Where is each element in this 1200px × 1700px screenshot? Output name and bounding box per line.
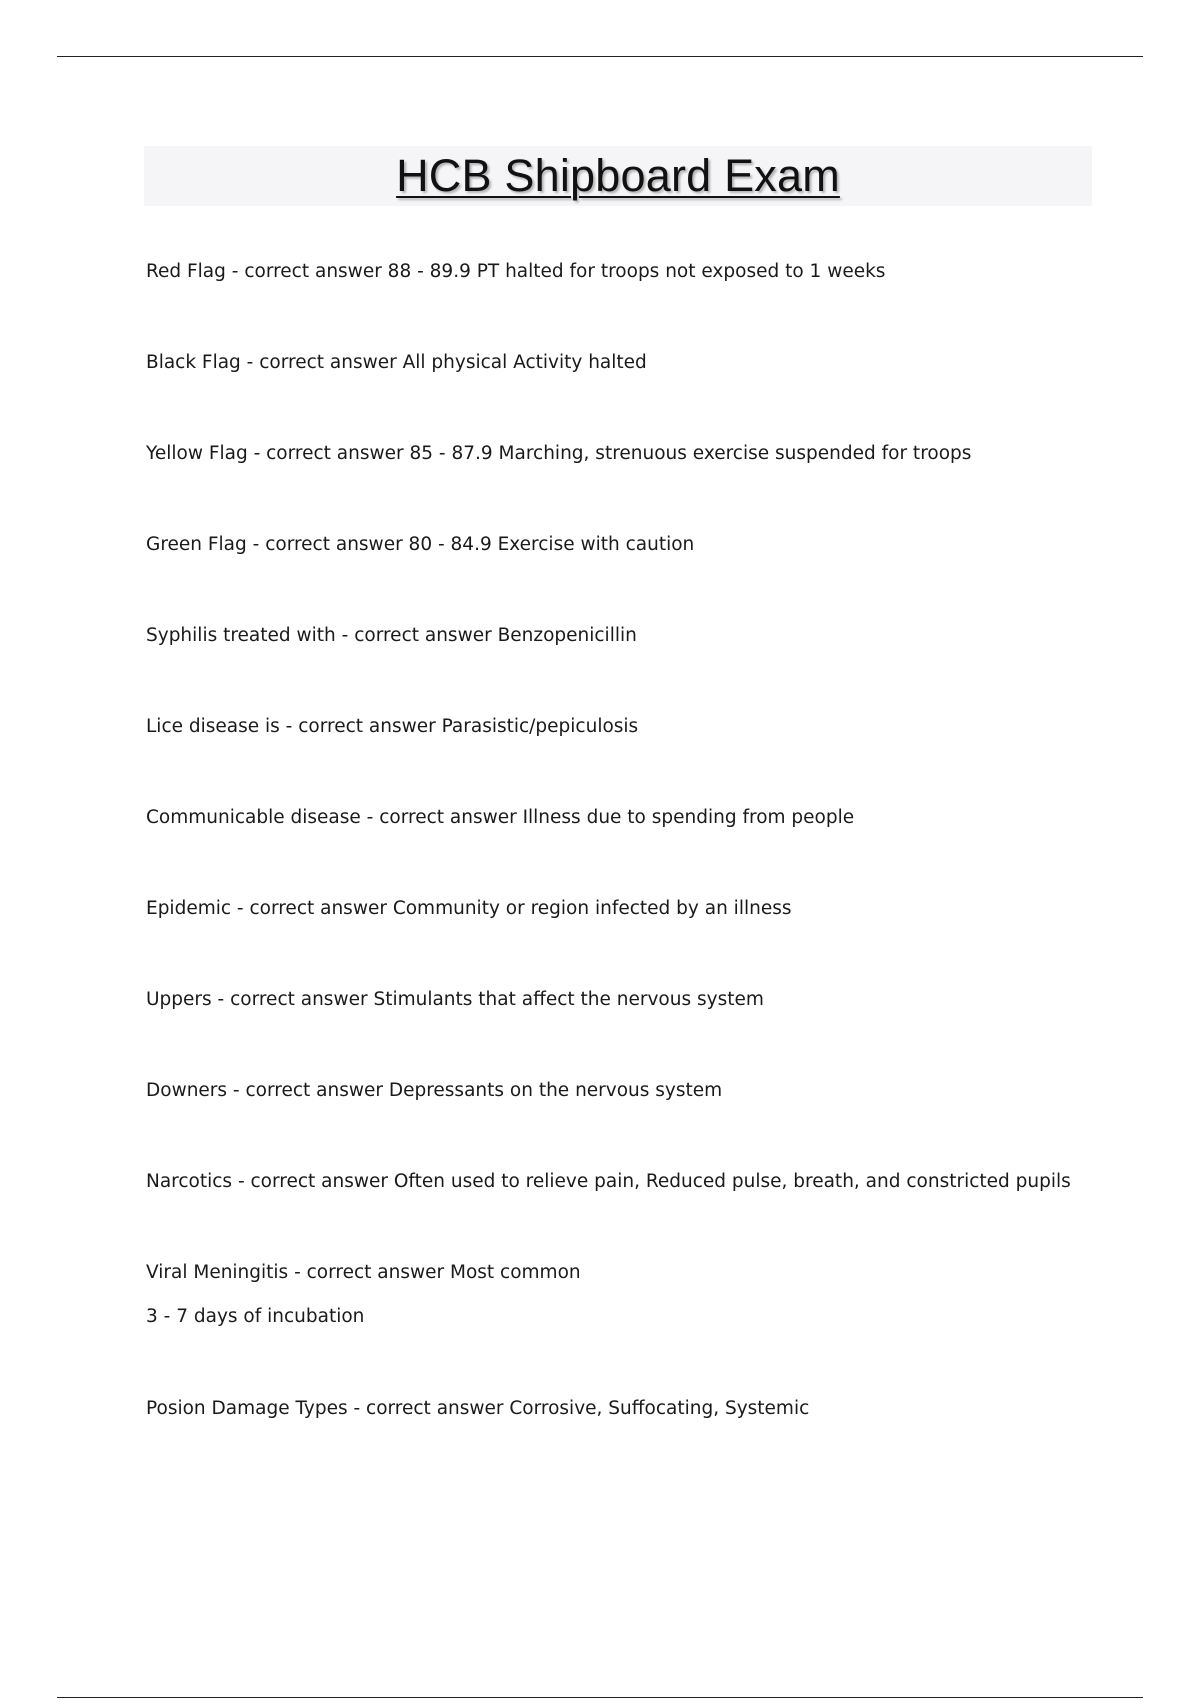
qa-entry	[146, 1251, 1106, 1339]
qa-entry-text: Downers - correct answer Depressants on the nervous system	[146, 1080, 723, 1101]
qa-entry	[146, 614, 1106, 658]
qa-entry-text: Viral Meningitis - correct answer Most common	[146, 1262, 581, 1283]
qa-entry-text: Red Flag - correct answer 88 - 89.9 PT halted for troops not exposed to 1 weeks	[146, 261, 886, 282]
qa-entry	[146, 1160, 1106, 1204]
document-title: HCB Shipboard Exam	[396, 150, 840, 201]
qa-entry-text: Lice disease is - correct answer Parasistic/pepiculosis	[146, 716, 639, 737]
qa-entry-text: Uppers - correct answer Stimulants that affect the nervous system	[146, 989, 764, 1010]
qa-entry	[146, 978, 1106, 1022]
qa-entry	[146, 432, 1106, 476]
qa-entry	[146, 705, 1106, 749]
qa-entry	[146, 887, 1106, 931]
qa-entry	[146, 1069, 1106, 1113]
bottom-divider	[57, 1697, 1143, 1698]
qa-entry-text: Syphilis treated with - correct answer Benzopenicillin	[146, 625, 637, 646]
qa-entry	[146, 250, 1106, 294]
qa-entry	[146, 796, 1106, 840]
qa-entry	[146, 1387, 1106, 1431]
qa-entry-text: Epidemic - correct answer Community or region infected by an illness	[146, 898, 792, 919]
qa-entry-text: Yellow Flag - correct answer 85 - 87.9 Marching, strenuous exercise suspended for troops	[146, 443, 972, 464]
qa-entry-text: Communicable disease - correct answer Illness due to spending from people	[146, 807, 855, 828]
qa-entry-text: Green Flag - correct answer 80 - 84.9 Exercise with caution	[146, 534, 695, 555]
qa-entry-text: Posion Damage Types - correct answer Corrosive, Suffocating, Systemic	[146, 1398, 810, 1419]
qa-entry-text: Black Flag - correct answer All physical Activity halted	[146, 352, 647, 373]
qa-entry-text: 3 - 7 days of incubation	[146, 1306, 365, 1327]
title-banner	[144, 146, 1092, 206]
qa-entry	[146, 523, 1106, 567]
qa-entry-text: Narcotics - correct answer Often used to relieve pain, Reduced pulse, breath, and constricted pupils	[146, 1171, 1071, 1192]
qa-entry	[146, 341, 1106, 385]
top-divider	[57, 56, 1143, 57]
